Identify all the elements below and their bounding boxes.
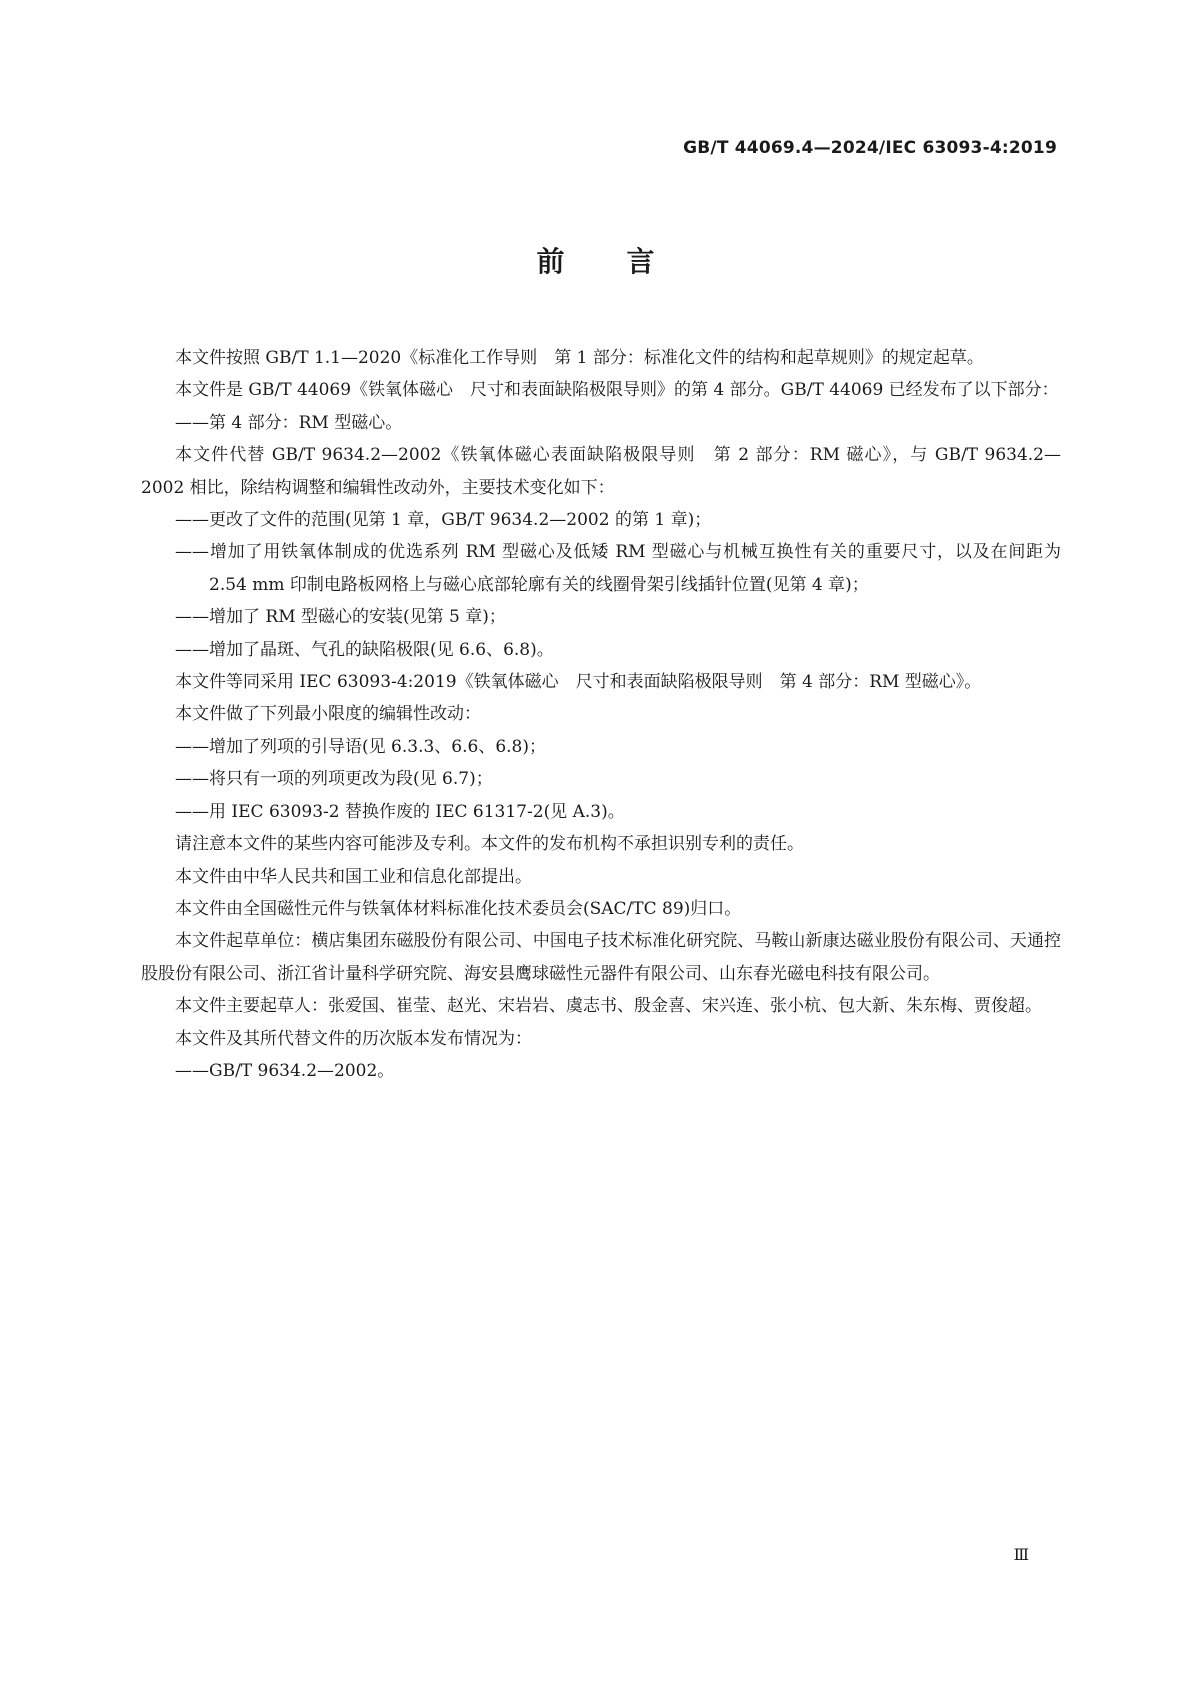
list-item: ——更改了文件的范围(见第 1 章，GB/T 9634.2—2002 的第 1 章)；: [175, 510, 712, 531]
paragraph: 本文件由中华人民共和国工业和信息化部提出。: [175, 866, 532, 887]
paragraph: 请注意本文件的某些内容可能涉及专利。本文件的发布机构不承担识别专利的责任。: [175, 834, 804, 855]
page-title: 前言: [536, 245, 717, 278]
paragraph: 本文件代替 GB/T 9634.2—2002《铁氧体磁心表面缺陷极限导则 第 2 部分：RM 磁心》，与 GB/T 9634.2—2002 相比，除结构调整和编辑性改动外，主要技术变化如下：: [141, 445, 1061, 498]
list-item: ——将只有一项的列项更改为段(见 6.7)；: [175, 769, 493, 790]
paragraph: 本文件按照 GB/T 1.1—2020《标准化工作导则 第 1 部分：标准化文件的结构和起草规则》的规定起草。: [175, 348, 984, 368]
document-code: GB/T 44069.4—2024/IEC 63093-4:2019: [683, 138, 1057, 158]
paragraph: 本文件是 GB/T 44069《铁氧体磁心 尺寸和表面缺陷极限导则》的第 4 部分。GB/T 44069 已经发布了以下部分：: [175, 380, 1059, 401]
list-item: ——增加了晶斑、气孔的缺陷极限(见 6.6、6.8)。: [175, 639, 554, 660]
page-number: Ⅲ: [1013, 1545, 1029, 1564]
paragraph: 本文件由全国磁性元件与铁氧体材料标准化技术委员会(SAC/TC 89)归口。: [175, 898, 742, 919]
list-item: ——增加了用铁氧体制成的优选系列 RM 型磁心及低矮 RM 型磁心与机械互换性有关的重要尺寸，以及在间距为 2.54 mm 印制电路板网格上与磁心底部轮廓有关的线圈骨架引线插针位置(见第 4 章)；: [175, 542, 1061, 595]
foreword-body: [141, 342, 1061, 1087]
paragraph: 本文件等同采用 IEC 63093-4:2019《铁氧体磁心 尺寸和表面缺陷极限导则 第 4 部分：RM 型磁心》。: [175, 672, 982, 693]
list-item: ——增加了 RM 型磁心的安装(见第 5 章)；: [175, 607, 506, 628]
list-item: ——增加了列项的引导语(见 6.3.3、6.6、6.8)；: [175, 736, 546, 757]
list-item: ——GB/T 9634.2—2002。: [175, 1060, 395, 1081]
paragraph: 本文件及其所代替文件的历次版本发布情况为：: [175, 1028, 532, 1049]
paragraph: 本文件做了下列最小限度的编辑性改动：: [175, 704, 481, 725]
list-item: ——用 IEC 63093-2 替换作废的 IEC 61317-2(见 A.3)。: [175, 801, 625, 822]
paragraph: 本文件主要起草人：张爱国、崔莹、赵光、宋岩岩、虞志书、殷金喜、宋兴连、张小杭、包大新、朱东梅、贾俊超。: [175, 996, 1042, 1017]
list-item: ——第 4 部分：RM 型磁心。: [175, 412, 403, 433]
paragraph: 本文件起草单位：横店集团东磁股份有限公司、中国电子技术标准化研究院、马鞍山新康达磁业股份有限公司、天通控股股份有限公司、浙江省计量科学研究院、海安县鹰球磁性元器件有限公司、山东春光磁电科技有限公司。: [141, 931, 1061, 984]
